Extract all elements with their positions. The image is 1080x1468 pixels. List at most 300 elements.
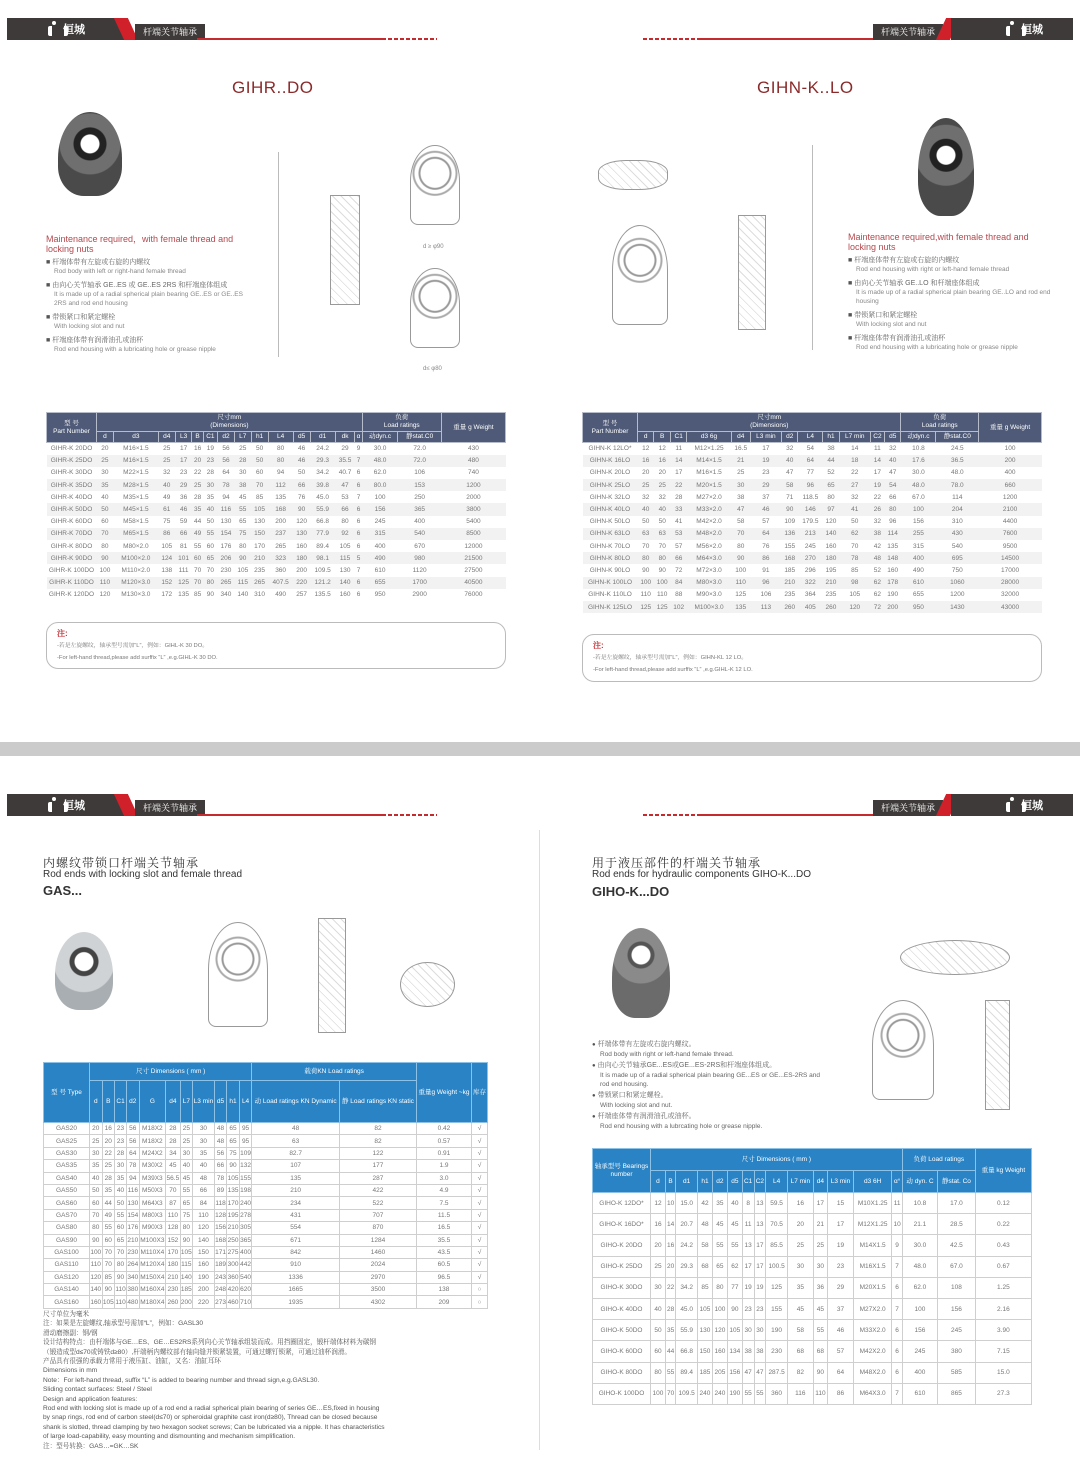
column-header: d4 bbox=[166, 1081, 180, 1123]
column-header: L4 bbox=[766, 1171, 788, 1193]
table-cell: 34.2 bbox=[676, 1277, 698, 1298]
table-row bbox=[593, 1214, 1032, 1235]
table-cell: 109 bbox=[239, 1147, 252, 1159]
column-header: d2 bbox=[712, 1171, 727, 1193]
table-cell: 11 bbox=[892, 1193, 902, 1214]
table-cell: 55 bbox=[180, 1184, 193, 1196]
table-cell: 60 bbox=[206, 542, 214, 550]
table-cell: 75 bbox=[234, 528, 251, 540]
table-cell: 156 bbox=[902, 1320, 937, 1341]
table-cell: 90 bbox=[658, 566, 666, 574]
table-cell: 273 bbox=[214, 1296, 227, 1308]
divider bbox=[539, 830, 540, 1450]
table-cell: 30 bbox=[101, 469, 109, 477]
note-line: Dimensions in mm bbox=[43, 1367, 98, 1375]
table-cell: 30 bbox=[115, 1160, 127, 1172]
table-cell: 130 bbox=[339, 566, 351, 574]
table-cell: 400 bbox=[1004, 469, 1016, 477]
table-cell: 70 bbox=[90, 1209, 103, 1221]
table-cell: 72.0 bbox=[398, 455, 442, 467]
table-cell: 16.5 bbox=[416, 1222, 471, 1234]
table-cell: 85 bbox=[698, 1277, 713, 1298]
table-cell: 66 bbox=[193, 1184, 215, 1196]
table-cell: 78.0 bbox=[936, 479, 979, 491]
table-cell: 30.0 bbox=[373, 445, 387, 453]
table-cell: 7600 bbox=[979, 528, 1042, 540]
table-cell: 37 bbox=[828, 1298, 854, 1319]
note-line: shank is slotted, thread clamping by two hexagon socket screws; Can be lubricated via a nipple. It has characteristics bbox=[43, 1423, 385, 1431]
table-cell: 40500 bbox=[441, 577, 505, 589]
table-cell: 257 bbox=[296, 591, 308, 599]
table-cell: 80 bbox=[115, 1259, 127, 1271]
table-cell: 2970 bbox=[339, 1271, 416, 1283]
table-cell: 64 bbox=[750, 528, 781, 540]
table-cell: 522 bbox=[339, 1197, 416, 1209]
table-cell: 112 bbox=[268, 479, 293, 491]
table-cell: 100 bbox=[638, 577, 654, 589]
table-row bbox=[593, 1277, 1032, 1298]
table-cell: 80.0 bbox=[362, 479, 398, 491]
table-cell: 82 bbox=[339, 1123, 416, 1135]
table-cell: 740 bbox=[468, 469, 479, 477]
table-cell: 64 bbox=[828, 1362, 854, 1383]
table-cell: 80 bbox=[737, 542, 745, 550]
table-cell: 185 bbox=[180, 1284, 193, 1296]
part-number-cell: GIHO-K 25DO bbox=[593, 1256, 651, 1277]
table-cell: 64 bbox=[798, 455, 823, 467]
table-cell: 38 bbox=[754, 1341, 766, 1362]
table-cell: 178 bbox=[884, 577, 900, 589]
table-cell: 30 bbox=[90, 1147, 103, 1159]
table-cell: 46 bbox=[828, 1320, 854, 1341]
table-cell: 25 bbox=[90, 1135, 103, 1147]
table-cell: 90 bbox=[293, 503, 310, 515]
table-cell: 19 bbox=[754, 1277, 766, 1298]
table-cell: 296 bbox=[804, 566, 816, 574]
table-cell: 17.0 bbox=[938, 1193, 976, 1214]
table-cell: 14 bbox=[851, 445, 859, 453]
table-cell: 610 bbox=[902, 1383, 937, 1404]
table-cell: M110X4 bbox=[139, 1246, 166, 1258]
table-cell: M110×2.0 bbox=[121, 566, 151, 574]
table-cell: 35 bbox=[787, 1277, 813, 1298]
table-cell: 660 bbox=[979, 479, 1042, 491]
table-cell: 90 bbox=[813, 1362, 827, 1383]
table-cell: 1200 bbox=[441, 479, 505, 491]
table-cell: 200 bbox=[884, 601, 900, 613]
table-cell: 180 bbox=[293, 552, 310, 564]
table-cell: 118.5 bbox=[802, 493, 819, 501]
column-header: L3 min bbox=[193, 1081, 215, 1123]
table-cell: 245 bbox=[902, 1341, 937, 1362]
table-cell: 9 bbox=[892, 1235, 902, 1256]
table-cell: M16×1.5 bbox=[123, 445, 149, 453]
table-cell: 540 bbox=[398, 528, 442, 540]
section-tab: 杆端关节轴承 bbox=[873, 800, 943, 816]
front-drawing bbox=[208, 922, 268, 1027]
table-cell: 67.0 bbox=[938, 1256, 976, 1277]
table-cell: 210 bbox=[252, 1184, 340, 1196]
table-cell: 140 bbox=[823, 528, 839, 540]
column-header: L4 bbox=[268, 432, 293, 443]
table-cell: 75 bbox=[163, 518, 171, 526]
table-cell: M10X1.25 bbox=[853, 1193, 892, 1214]
table-cell: 287 bbox=[339, 1172, 416, 1184]
table-cell: 28 bbox=[102, 1172, 115, 1184]
table-cell: 84 bbox=[193, 1197, 215, 1209]
table-cell: 870 bbox=[339, 1222, 416, 1234]
column-header: C1 bbox=[203, 432, 217, 443]
table-cell: 58 bbox=[787, 1320, 813, 1341]
table-cell: 360 bbox=[275, 566, 287, 574]
table-cell: 90 bbox=[731, 552, 750, 564]
table-row bbox=[583, 491, 1042, 503]
table-cell: 70.5 bbox=[766, 1214, 788, 1235]
column-header: L7 bbox=[180, 1081, 193, 1123]
table-cell: 153 bbox=[398, 479, 442, 491]
table-row bbox=[47, 577, 506, 589]
table-cell: 40 bbox=[203, 503, 217, 515]
part-number-cell: GIHR-K 70DO bbox=[47, 528, 97, 540]
table-cell: 101 bbox=[175, 552, 192, 564]
table-cell: M39X3 bbox=[139, 1172, 166, 1184]
table-cell: 100 bbox=[99, 566, 111, 574]
column-header: d4 bbox=[158, 432, 175, 443]
table-cell: 105 bbox=[161, 542, 173, 550]
table-cell: 110 bbox=[115, 1296, 127, 1308]
table-cell: 94 bbox=[277, 469, 285, 477]
table-row bbox=[593, 1193, 1032, 1214]
table-cell: 118 bbox=[214, 1197, 227, 1209]
part-number-cell: GIHN-K 63LO bbox=[583, 528, 638, 540]
table-cell: 1665 bbox=[252, 1284, 340, 1296]
table-cell: 140 bbox=[90, 1284, 103, 1296]
table-cell: 57 bbox=[762, 518, 770, 526]
table-row bbox=[47, 467, 506, 479]
table-cell: 180 bbox=[166, 1259, 180, 1271]
table-cell: 210 bbox=[251, 552, 268, 564]
table-cell: 150 bbox=[251, 528, 268, 540]
table-cell: 70 bbox=[102, 1259, 115, 1271]
table-cell: M33×2.0 bbox=[687, 503, 731, 515]
table-cell: 32 bbox=[163, 469, 171, 477]
table-cell: 105 bbox=[849, 591, 861, 599]
table-cell: 5400 bbox=[466, 518, 481, 526]
table-cell: 90 bbox=[97, 552, 114, 564]
table-cell: 245 bbox=[804, 542, 816, 550]
table-cell: 45.0 bbox=[676, 1298, 698, 1319]
part-number-cell: GIHR-K 25DO bbox=[47, 455, 97, 467]
note-line: 注：如果是左旋螺纹,轴承型号需加“L”，例如：GASL30 bbox=[43, 1320, 204, 1328]
table-row bbox=[44, 1209, 488, 1221]
page3-header bbox=[7, 790, 447, 816]
table-cell: M12X1.25 bbox=[853, 1214, 892, 1235]
table-cell: 160 bbox=[825, 542, 837, 550]
table-cell: 865 bbox=[938, 1383, 976, 1404]
table-cell: 148 bbox=[884, 552, 900, 564]
table-cell: 98 bbox=[839, 577, 870, 589]
table-cell: 230 bbox=[166, 1284, 180, 1296]
table-cell: 48 bbox=[214, 1123, 227, 1135]
table-cell: M80×2.0 bbox=[123, 542, 149, 550]
product-photo-giho bbox=[612, 928, 670, 1018]
part-number-cell: GIHO-K 60DO bbox=[593, 1341, 651, 1362]
table-cell: 323 bbox=[268, 552, 293, 564]
table-cell: 20 bbox=[651, 1235, 666, 1256]
part-number-cell: GIHN-K 80LO bbox=[583, 552, 638, 564]
table-cell: 107 bbox=[252, 1160, 340, 1172]
table-row bbox=[47, 443, 506, 455]
table-cell: √ bbox=[472, 1160, 488, 1172]
table-cell: 124 bbox=[158, 552, 175, 564]
table-cell: 135 bbox=[275, 493, 287, 501]
table-cell: 96 bbox=[750, 577, 781, 589]
table-cell: 70 bbox=[192, 577, 203, 589]
table-cell: √ bbox=[472, 1209, 488, 1221]
table-cell: 585 bbox=[938, 1362, 976, 1383]
table-cell: 200 bbox=[193, 1284, 215, 1296]
table-cell: 91 bbox=[762, 566, 770, 574]
table-cell: 260 bbox=[166, 1296, 180, 1308]
column-header: C1 bbox=[115, 1081, 127, 1123]
table-cell: M18X2 bbox=[139, 1135, 166, 1147]
table-cell: 110 bbox=[657, 591, 668, 599]
table-cell: 7 bbox=[892, 1298, 902, 1319]
table-cell: 37 bbox=[762, 493, 770, 501]
table-cell: 80 bbox=[341, 518, 349, 526]
table-cell: M48X2.0 bbox=[853, 1362, 892, 1383]
table-cell: 32 bbox=[851, 493, 859, 501]
table-cell: 35 bbox=[90, 1160, 103, 1172]
table-cell: 25 bbox=[163, 445, 171, 453]
table-cell: 55 bbox=[754, 1383, 766, 1404]
table-cell: 82.7 bbox=[252, 1147, 340, 1159]
table-cell: 230 bbox=[766, 1341, 788, 1362]
table-cell: 49 bbox=[163, 493, 171, 501]
column-header: h1 bbox=[251, 432, 268, 443]
table-cell: 40 bbox=[651, 1298, 666, 1319]
section-drawing bbox=[985, 1000, 1010, 1110]
table-cell: 340 bbox=[220, 591, 232, 599]
table-cell: M48×2.0 bbox=[687, 528, 731, 540]
table-cell: 85 bbox=[102, 1271, 115, 1283]
table-cell: 110 bbox=[193, 1209, 215, 1221]
table-cell: 78 bbox=[214, 1172, 227, 1184]
table-cell: 40 bbox=[654, 503, 670, 515]
note-line: Design and application features: bbox=[43, 1395, 138, 1403]
part-number-cell: GAS70 bbox=[44, 1209, 90, 1221]
table-row bbox=[583, 455, 1042, 467]
table-cell: 19 bbox=[206, 445, 214, 453]
page-separator bbox=[0, 742, 1080, 756]
table-cell: 80 bbox=[239, 542, 247, 550]
table-cell: 66.8 bbox=[676, 1341, 698, 1362]
table-cell: 30 bbox=[651, 1277, 666, 1298]
table-cell: 78 bbox=[218, 479, 235, 491]
page2-title: GIHN-K..LO bbox=[757, 78, 854, 97]
table-cell: 56 bbox=[127, 1135, 140, 1147]
table-cell: 70 bbox=[206, 566, 214, 574]
table-cell: 42 bbox=[698, 1193, 713, 1214]
table-cell: 160 bbox=[193, 1259, 215, 1271]
column-header: C1 bbox=[670, 432, 686, 443]
table-cell: 23 bbox=[828, 1256, 854, 1277]
table-cell: 16 bbox=[654, 455, 670, 467]
table-cell: 400 bbox=[902, 1362, 937, 1383]
column-header: B bbox=[102, 1081, 115, 1123]
table-cell: √ bbox=[472, 1184, 488, 1196]
table-cell: 62.0 bbox=[902, 1277, 937, 1298]
table-cell: 29 bbox=[750, 479, 781, 491]
table-cell: 59.5 bbox=[766, 1193, 788, 1214]
table-cell: 135 bbox=[227, 1184, 240, 1196]
table-cell: 30 bbox=[813, 1256, 827, 1277]
table-cell: 24.2 bbox=[676, 1235, 698, 1256]
table-cell: 109.5 bbox=[314, 566, 331, 574]
table-row bbox=[583, 516, 1042, 528]
table-cell: 24.5 bbox=[950, 445, 964, 453]
column-header: d bbox=[97, 432, 114, 443]
table-cell: 45.0 bbox=[316, 493, 329, 501]
part-number-cell: GIHR-K 40DO bbox=[50, 493, 93, 501]
table-cell: 30.0 bbox=[912, 469, 925, 477]
page4-features: ● 杆端体带有左旋或右旋内螺纹。 Rod body with right or left-hand female thread. ● 由向心关节轴承GE...ES或GE...ES-2RS和杆端座体组成。 It is made up of a radial spherical plain bearing GE...ES or GE...ES-2RS and rod end housing. ● 带锁紧口和紧定螺栓。 With locking slot and nut. ● 杆端座体带有润滑油孔或油杯。 Rod end housing with a lubrcating hole or grease nipple. bbox=[592, 1040, 822, 1136]
table-cell: 128 bbox=[166, 1222, 180, 1234]
table-cell: 25 bbox=[737, 469, 745, 477]
table-cell: 72 bbox=[675, 566, 683, 574]
table-cell: 40 bbox=[115, 1184, 127, 1196]
table-cell: 64 bbox=[127, 1147, 140, 1159]
table-cell: 102 bbox=[670, 601, 686, 613]
table-cell: 80 bbox=[203, 577, 217, 589]
table-cell: 65 bbox=[115, 1234, 127, 1246]
table-cell: 62 bbox=[873, 591, 882, 599]
table-cell: 76 bbox=[298, 493, 306, 501]
table-cell: 198 bbox=[239, 1184, 252, 1196]
table-cell: 230 bbox=[127, 1246, 140, 1258]
part-number-cell: GAS20 bbox=[44, 1123, 90, 1135]
note-line: 注：型号转换：GAS…=GK…SK bbox=[43, 1442, 139, 1450]
table-cell: 240 bbox=[712, 1383, 727, 1404]
table-cell: 89 bbox=[214, 1184, 227, 1196]
table-cell: 160 bbox=[339, 591, 351, 599]
table-cell: M35×1.5 bbox=[123, 493, 149, 501]
table-cell: 2.16 bbox=[975, 1298, 1031, 1319]
table-cell: 35.5 bbox=[335, 455, 355, 467]
part-number-cell: GIHN-K 40LO bbox=[583, 503, 638, 515]
table-cell: 150 bbox=[193, 1246, 215, 1258]
table-row bbox=[47, 479, 506, 491]
table-cell: 25 bbox=[813, 1235, 827, 1256]
table-cell: 3.90 bbox=[975, 1320, 1031, 1341]
table-cell: 40.7 bbox=[338, 469, 352, 477]
table-cell: 310 bbox=[951, 518, 963, 526]
table-cell: 62 bbox=[727, 1256, 742, 1277]
table-cell: 11.5 bbox=[416, 1209, 471, 1221]
table-cell: 28 bbox=[206, 469, 214, 477]
table-cell: 33 bbox=[670, 503, 686, 515]
table-cell: 156 bbox=[938, 1298, 976, 1319]
table-cell: 44 bbox=[102, 1197, 115, 1209]
table-cell: 1060 bbox=[936, 577, 979, 589]
table-cell: 114 bbox=[884, 528, 900, 540]
table-cell: 38 bbox=[234, 479, 251, 491]
table-cell: 38 bbox=[737, 493, 745, 501]
table-cell: 40 bbox=[90, 1172, 103, 1184]
column-header: d3 6H bbox=[853, 1171, 892, 1193]
table-cell: 116 bbox=[787, 1383, 813, 1404]
table-cell: √ bbox=[472, 1147, 488, 1159]
table-cell: M24X2 bbox=[139, 1147, 166, 1159]
part-number-cell: GIHR-K 60DO bbox=[50, 518, 93, 526]
table-cell: M160X4 bbox=[139, 1284, 166, 1296]
table-cell: 50 bbox=[115, 1197, 127, 1209]
table-cell: 100 bbox=[654, 577, 670, 589]
table-cell: 248 bbox=[214, 1284, 227, 1296]
table-cell: 260 bbox=[823, 601, 839, 613]
table-cell: 0.67 bbox=[975, 1256, 1031, 1277]
table-cell: 50 bbox=[97, 503, 114, 515]
table-cell: M42X2.0 bbox=[853, 1341, 892, 1362]
table-cell: 490 bbox=[913, 566, 924, 574]
table-cell: M16×1.5 bbox=[113, 455, 158, 467]
table-cell: 170 bbox=[254, 542, 266, 550]
table-cell: 50 bbox=[642, 518, 650, 526]
table-cell: 7 bbox=[356, 566, 361, 574]
table-cell: 22 bbox=[670, 479, 686, 491]
part-number-cell: GIHR-K 100DO bbox=[48, 566, 95, 574]
table-cell: 380 bbox=[127, 1284, 140, 1296]
table-cell: 132 bbox=[239, 1160, 252, 1172]
table-cell: 50 bbox=[206, 518, 214, 526]
logo-icon bbox=[1005, 797, 1019, 813]
table-cell: 105 bbox=[237, 566, 249, 574]
table-cell: 25 bbox=[180, 1135, 193, 1147]
table-cell: 32 bbox=[873, 518, 882, 526]
table-cell: 70 bbox=[731, 528, 750, 540]
table-cell: 29 bbox=[175, 479, 192, 491]
table-row bbox=[47, 552, 506, 564]
column-header: 静stat.C0 bbox=[398, 432, 442, 443]
table-cell: 20 bbox=[192, 455, 203, 467]
table-cell: 17 bbox=[675, 469, 683, 477]
table-cell: 210 bbox=[227, 1222, 240, 1234]
column-header: 静stat.C0 bbox=[936, 432, 979, 443]
table-cell: 70 bbox=[102, 1246, 115, 1258]
table-row bbox=[44, 1271, 488, 1283]
table-cell: M150X4 bbox=[139, 1271, 166, 1283]
table-row bbox=[47, 503, 506, 515]
column-header: d4 bbox=[731, 432, 750, 443]
table-cell: 106 bbox=[760, 591, 772, 599]
table-cell: 40 bbox=[180, 1160, 193, 1172]
table-cell: 47 bbox=[889, 469, 897, 477]
table-cell: 3.0 bbox=[416, 1172, 471, 1184]
table-cell: 100 bbox=[902, 1298, 937, 1319]
table-cell: 6 bbox=[356, 591, 361, 599]
table-cell: 66.8 bbox=[316, 518, 329, 526]
table-row bbox=[44, 1296, 488, 1308]
gihr-spec-table: 型 号 Part Number 尺寸mm (Dimensions) 负荷 Load ratings 重量 g Weight d d3 d4 L3 B C1 d2 L7 h1 L4 d5 d1 dk α 动dyn.c 静stat.C0 GIHR-K 20DO 20 M16×1.5 25 17 16 19 56 25 50 80 46 24.2 29 9 30.0 72.0 430 GIHR-K 25DO 25 M16×1.5 25 17 20 23 56 28 50 80 46 29.3 35.5 7 48.0 72.0 480 GIHR-K 30DO 30 M22×1.5 32 23 22 28 64 30 60 94 50 34.2 40.7 6 62.0 106 740 GIHR-K 35DO 35 M28×1.5 40 29 25 30 78 38 70 112 66 39.8 47 6 80.0 153 1200 GIHR-K 40DO 40 M35×1.5 49 36 28 35 94 45 85 135 76 45.0 53 7 100 250 2000 GIHR-K 50DO 50 M45×1.5 61 46 35 40 116 55 105 168 90 55.9 66 6 156 365 3800 GIHR-K 60DO 60 M58×1.5 75 59 44 50 130 65 130 200 120 66.8 80 6 245 400 5400 GIHR-K 70DO 70 M65×1.5 86 66 49 55 154 75 150 237 130 77.9 92 6 315 540 8500 GIHR-K 80DO 80 M80×2.0 105 81 55 60 176 80 170 265 160 89.4 105 6 400 670 12000 GIHR-K 90DO 90 M100×2.0 124 101 60 65 206 90 210 323 180 98.1 115 5 490 980 21500 GIHR-K 100DO 100 M110×2.0 138 111 70 70 230 105 235 360 200 109.5 130 7 610 1120 27500 GIHR-K 110DO 110 M120×3.0 152 125 70 80 265 115 265 407.5 220 121.2 140 6 655 1700 40500 GIHR-K 120DO 120 M130×3.0 172 135 85 90 340 140 310 490 257 135.5 160 6 950 2900 76000 bbox=[46, 412, 506, 601]
table-cell: 29.3 bbox=[676, 1256, 698, 1277]
table-cell: M20X1.5 bbox=[853, 1277, 892, 1298]
table-cell: 407.5 bbox=[268, 577, 293, 589]
table-cell: 66 bbox=[293, 479, 310, 491]
table-row bbox=[583, 552, 1042, 564]
table-cell: √ bbox=[472, 1222, 488, 1234]
table-cell: 63 bbox=[638, 528, 654, 540]
table-cell: 1935 bbox=[252, 1296, 340, 1308]
